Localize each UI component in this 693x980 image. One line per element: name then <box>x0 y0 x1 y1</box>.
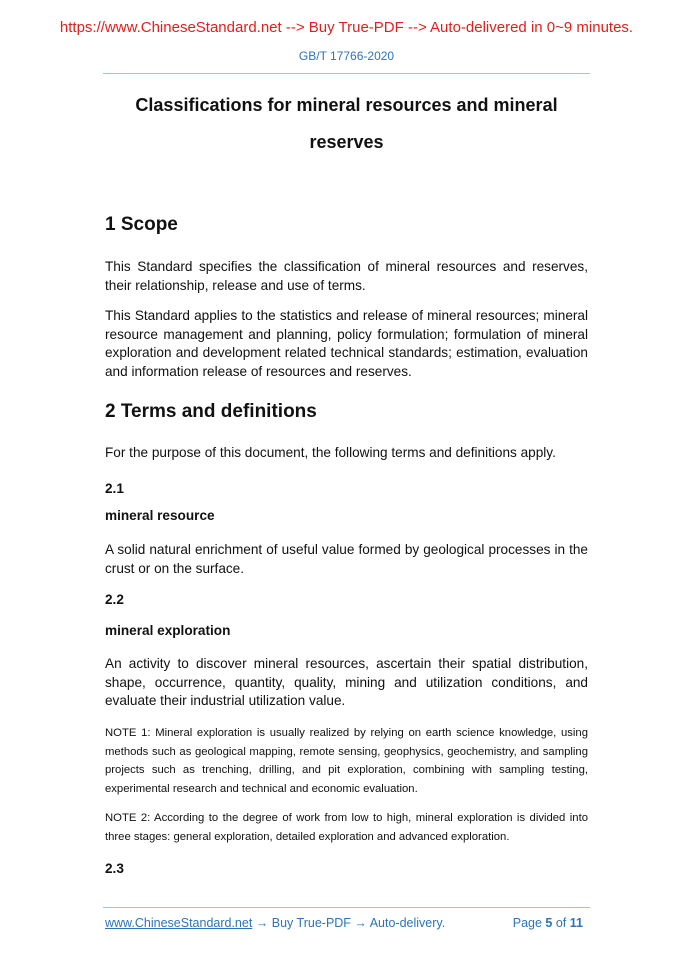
terms-intro: For the purpose of this document, the following terms and definitions apply. <box>105 445 556 460</box>
term-number-2-1: 2.1 <box>105 481 124 496</box>
of-label: of <box>555 916 567 930</box>
footer-divider <box>103 907 590 908</box>
page-label: Page <box>512 916 542 930</box>
standard-number: GB/T 17766-2020 <box>298 49 395 63</box>
section-heading-scope: 1 Scope <box>105 214 178 235</box>
term-name-2-2: mineral exploration <box>105 623 231 638</box>
scope-paragraph-2: This Standard applies to the statistics and release of mineral resources; mineral resource management and planning, policy formulation; formulation of mineral exploration and development related technical standards; estimation, evaluation and information release of resources and reserves. <box>105 308 588 379</box>
term-number-2-3: 2.3 <box>105 861 124 876</box>
note-1: NOTE 1: Mineral exploration is usually realized by relying on earth science knowledge, using methods such as geological mapping, remote sensing, geophysics, geochemistry, and sampling projects such as trenching, drilling, and pit exploration, combining with sampling testing, experimental research and technical and economic evaluation. <box>105 727 588 795</box>
footer-promo <box>105 916 445 930</box>
term-definition-2-1: A solid natural enrichment of useful value formed by geological processes in the crust or on the surface. <box>105 542 588 576</box>
term-name-2-1: mineral resource <box>105 508 215 523</box>
page-footer <box>105 916 583 930</box>
section-heading-terms: 2 Terms and definitions <box>105 401 317 422</box>
scope-paragraph-1: This Standard specifies the classification of mineral resources and reserves, their relationship, release and use of terms. <box>105 259 588 293</box>
note-2: NOTE 2: According to the degree of work from low to high, mineral exploration is divided into three stages: general exploration, detailed exploration and advanced exploration. <box>105 812 588 843</box>
term-definition-2-2: An activity to discover mineral resources, ascertain their spatial distribution, shape, occurrence, quantity, quality, mining and utilization conditions, and evaluate their industrial utilization value. <box>105 656 588 708</box>
document-title-line2: reserves <box>309 132 384 152</box>
page-total: 11 <box>569 916 583 930</box>
page-indicator <box>513 916 583 930</box>
term-number-2-2: 2.2 <box>105 592 124 607</box>
promo-header-link[interactable]: https://www.ChineseStandard.net --> Buy True-PDF --> Auto-delivered in 0~9 minutes. <box>59 19 634 36</box>
footer-promo-text: → Buy True-PDF → Auto-delivery. <box>252 916 446 930</box>
header-divider <box>103 73 590 74</box>
footer-link[interactable]: www.ChineseStandard.net <box>105 916 253 930</box>
page-current: 5 <box>545 916 553 930</box>
document-title-line1: Classifications for mineral resources and mineral <box>135 95 558 115</box>
